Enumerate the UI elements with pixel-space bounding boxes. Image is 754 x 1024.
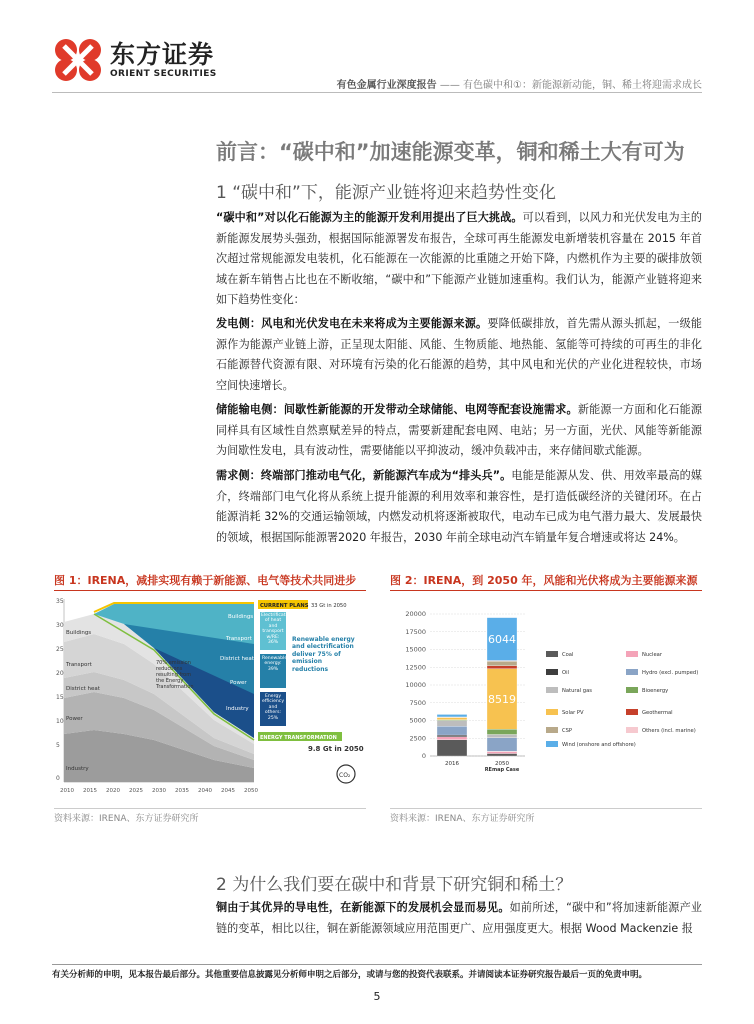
fig2-bar-segment	[437, 737, 467, 740]
fig2-legend-swatch	[626, 669, 638, 675]
fig1-y-ticks	[56, 598, 64, 782]
fig2-y-tick: 7500	[409, 698, 426, 707]
fig2-data-label: 8519	[488, 692, 516, 706]
fig1-y-tick: 35	[56, 598, 64, 605]
fig2-legend-swatch	[546, 669, 558, 675]
fig2-legend-swatch	[546, 741, 558, 747]
fig1-y-tick: 10	[56, 718, 64, 725]
fig1-transformation-label: ENERGY TRANSFORMATION	[260, 735, 337, 741]
fig2-bar-segment	[437, 740, 467, 756]
fig2-y-tick: 2500	[409, 734, 426, 743]
fig2-y-tick: 5000	[409, 716, 426, 725]
fig1-y-tick: 25	[56, 646, 64, 653]
section-2-title: 2 为什么我们要在碳中和背景下研究铜和稀土？	[216, 875, 573, 895]
fig2-legend-label: Bioenergy	[642, 688, 669, 694]
fig1-transformation-value: 9.8 Gt in 2050	[308, 745, 364, 753]
fig1-right-label: Industry	[226, 706, 249, 712]
fig2-legend-swatch	[626, 687, 638, 693]
paragraph-1	[216, 208, 702, 311]
fig2-y-tick: 17500	[405, 627, 426, 636]
paragraph-3-bold: 储能输电侧：间歇性新能源的开发带动全球储能、电网等配套设施需求。	[216, 403, 578, 416]
fig2-data-label: 6044	[488, 633, 516, 647]
fig1-x-tick: 2050	[244, 788, 258, 794]
fig2-legend-swatch	[626, 651, 638, 657]
fig1-area-label: Power	[66, 716, 83, 722]
fig1-bottom-rule	[54, 808, 366, 809]
fig1-x-tick: 2025	[129, 788, 143, 794]
fig1-current-plans-label: CURRENT PLANS	[260, 603, 309, 609]
fig2-y-tick: 20000	[405, 610, 426, 618]
section-1-title: 1 “碳中和”下，能源产业链将迎来趋势性变化	[216, 183, 556, 203]
fig2-legend-swatch	[546, 727, 558, 733]
fig1-right-label: Power	[230, 680, 247, 686]
fig2-bar-segment	[487, 666, 517, 669]
fig1-y-tick: 30	[56, 622, 64, 629]
paragraph-2-bold: 发电侧：风电和光伏发电在未来将成为主要能源来源。	[216, 317, 488, 330]
fig2-title-rule	[390, 590, 702, 591]
page-number: 5	[373, 990, 381, 1003]
fig2-legend-label: CSP	[562, 728, 573, 734]
paragraph-5	[216, 898, 702, 939]
fig2-legend-label: Nuclear	[642, 652, 662, 658]
fig1-area-label: Transport	[66, 662, 92, 668]
fig1-x-tick: 2010	[60, 788, 74, 794]
fig1-box-renewable-text: Renewable energy: 39%	[262, 656, 288, 672]
fig1-area-label: District heat	[66, 686, 100, 692]
fig2-y-tick: 0	[421, 752, 426, 760]
fig1-y-tick: 5	[56, 742, 60, 749]
paragraph-2-text: 要降低碳排放，首先需从源头抓起，一级能源作为能源产业链上游，正呈现太阳能、风能、生物质能、地热能、氢能等可持续的可再生的非化石能源替代资源有限、对环境有污染的化石能源的趋势，其中风电和光伏的产业化进程较快，市场空间快速增长。	[216, 317, 702, 392]
logo	[52, 36, 217, 84]
fig1-x-ticks	[60, 788, 258, 794]
fig2-x-label: 2016	[445, 761, 459, 767]
fig1-right-label: District heat	[220, 656, 254, 662]
fig2-bar-segment	[487, 752, 517, 754]
fig2-bottom-rule	[390, 808, 702, 809]
fig2-bar-segment	[437, 735, 467, 737]
report-type: 有色金属行业深度报告	[336, 80, 437, 91]
fig1-title-rule	[54, 590, 366, 591]
paragraph-5-bold: 铜由于其优异的导电性，在新能源下的发展机会显而易见。	[216, 901, 510, 914]
report-subtitle: —— 有色碳中和①：新能源新动能，铜、稀土将迎需求成长	[439, 80, 702, 91]
paragraph-2	[216, 314, 702, 396]
fig2-legend-swatch	[546, 651, 558, 657]
paragraph-4	[216, 466, 702, 548]
fig2-x-label: REmap Case	[484, 767, 520, 773]
fig1-area-label: Industry	[66, 766, 89, 772]
fig2-legend-label: Natural gas	[562, 688, 592, 694]
report-title	[337, 76, 702, 91]
fig2-x-label: 2050	[495, 761, 509, 767]
paragraph-5-text: 如前所述，“碳中和”将加速新能源产业链的变革，相比以往，铜在新能源领域应用范围更广、应用强度更大。根据 Wood Mackenzie 报	[216, 901, 702, 935]
page-heading: 前言：“碳中和”加速能源变革，铜和稀土大有可为	[216, 140, 685, 164]
fig2-legend-label: Solar PV	[562, 710, 584, 716]
paragraph-4-text: 电能是能源从发、供、用效率最高的媒介，终端部门电气化将从系统上提升能源的利用效率和兼容性，是打造低碳经济的关键闭环。在占能源消耗 32%的交通运输领域，内燃发动机将逐渐被取代，电动车已成为电气潜力最大、发展最快的领域，根据国际能源署2020 年报告，2030 年前全球电动汽车销量年复合增速或将达 24%。	[216, 469, 702, 544]
logo-en: ORIENT SECURITIES	[110, 69, 217, 79]
fig1-big-note: Renewable energy and electrification deliver 75% of emission reductions	[292, 636, 355, 673]
orient-logo-icon	[52, 36, 104, 84]
fig1-x-tick: 2045	[221, 788, 235, 794]
fig2-legend-label: Oil	[562, 670, 569, 676]
fig2-y-tick: 15000	[405, 645, 426, 654]
fig2-legend-label: Others (incl. marine)	[642, 728, 696, 734]
paragraph-1-text: 可以看到，以风力和光伏发电为主的新能源发展势头强劲，根据国际能源署发布报告，全球可再生能源发电新增装机容量在 2015 年首次超过常规能源发电装机，化石能源在一次能源的比重随之开始下降，内燃机作为主要的碳排放领域在新车销售占比也在不断收缩，“碳中和”下能源产业链加速重构。我们认为，能源产业链将迎来如下趋势性变化：	[216, 211, 702, 306]
fig2-legend-label: Hydro (excl. pumped)	[642, 670, 699, 676]
fig1-chart	[54, 594, 366, 804]
fig1-x-tick: 2030	[152, 788, 166, 794]
footer-divider	[52, 964, 702, 965]
fig2-legend-label: Wind (onshore and offshore)	[562, 742, 636, 748]
fig2-bar-segment	[487, 661, 517, 666]
fig2-y-tick: 10000	[405, 681, 426, 689]
fig2-chart	[390, 596, 702, 806]
paragraph-3-text: 新能源一方面和化石能源同样具有区域性自然禀赋差异的特点，需要新建配套电网、电站；另一方面，光伏、风能等新能源为间歇性发电，具有波动性，需要储能以平抑波动，缓冲负载冲击，来存储间歇式能源。	[216, 403, 702, 457]
fig2-title: 图 2：IRENA，到 2050 年，风能和光伏将成为主要能源来源	[390, 574, 698, 587]
fig1-x-tick: 2040	[198, 788, 212, 794]
fig1-co2-label: CO₂	[339, 772, 351, 779]
fig1-y-tick: 20	[56, 670, 64, 677]
fig1-y-tick: 15	[56, 694, 64, 701]
fig2-legend-swatch	[546, 687, 558, 693]
fig1-right-label: Transport	[226, 636, 252, 642]
fig1-center-note: 70% emission reductions resulting from the Energy Transformation	[156, 660, 194, 690]
fig1-x-tick: 2035	[175, 788, 189, 794]
logo-cn: 东方证券	[110, 40, 215, 69]
fig1-x-tick: 2015	[83, 788, 97, 794]
fig2-bar-segment	[487, 734, 517, 737]
fig2-bar-segment	[487, 729, 517, 734]
fig2-legend-label: Geothermal	[642, 710, 673, 716]
fig2-bar-segment	[437, 726, 467, 735]
fig2-bar-segment	[487, 738, 517, 751]
fig1-source: 资料来源：IRENA、东方证券研究所	[54, 814, 199, 824]
paragraph-1-bold: “碳中和”对以化石能源为主的能源开发利用提出了巨大挑战。	[216, 211, 523, 224]
footer-disclaimer: 有关分析师的申明，见本报告最后部分。其他重要信息披露见分析师申明之后部分，或请与您的投资代表联系。并请阅读本证券研究报告最后一页的免责申明。	[52, 970, 648, 980]
fig2-bar-segment	[437, 718, 467, 720]
fig2-legend-label: Coal	[562, 652, 574, 658]
fig2-legend-swatch	[626, 709, 638, 715]
fig2-source: 资料来源：IRENA、东方证券研究所	[390, 814, 535, 824]
fig1-x-tick: 2020	[106, 788, 120, 794]
fig1-area-label: Buildings	[66, 630, 92, 636]
fig1-right-label: Buildings	[228, 614, 254, 620]
fig1-title: 图 1：IRENA，减排实现有赖于新能源、电气等技术共同进步	[54, 574, 357, 587]
paragraph-4-bold: 需求侧：终端部门推动电气化，新能源汽车成为“排头兵”。	[216, 469, 512, 482]
fig1-box-efficiency-text: Energy efficiency and others: 25%	[262, 694, 285, 721]
header-divider	[52, 92, 702, 93]
fig2-bar-segment	[437, 714, 467, 716]
fig1-current-plans-value: 33 Gt in 2050	[311, 603, 347, 609]
fig2-bar-segment	[487, 754, 517, 756]
fig1-y-tick: 0	[56, 775, 60, 782]
fig2-bar-segment	[437, 721, 467, 727]
fig2-y-tick: 12500	[405, 663, 426, 672]
paragraph-3	[216, 400, 702, 462]
fig2-legend-swatch	[546, 709, 558, 715]
fig1-box-electrification-text: Electrification of heat and transport w/RE: 36%	[261, 613, 293, 646]
fig2-legend-swatch	[626, 727, 638, 733]
